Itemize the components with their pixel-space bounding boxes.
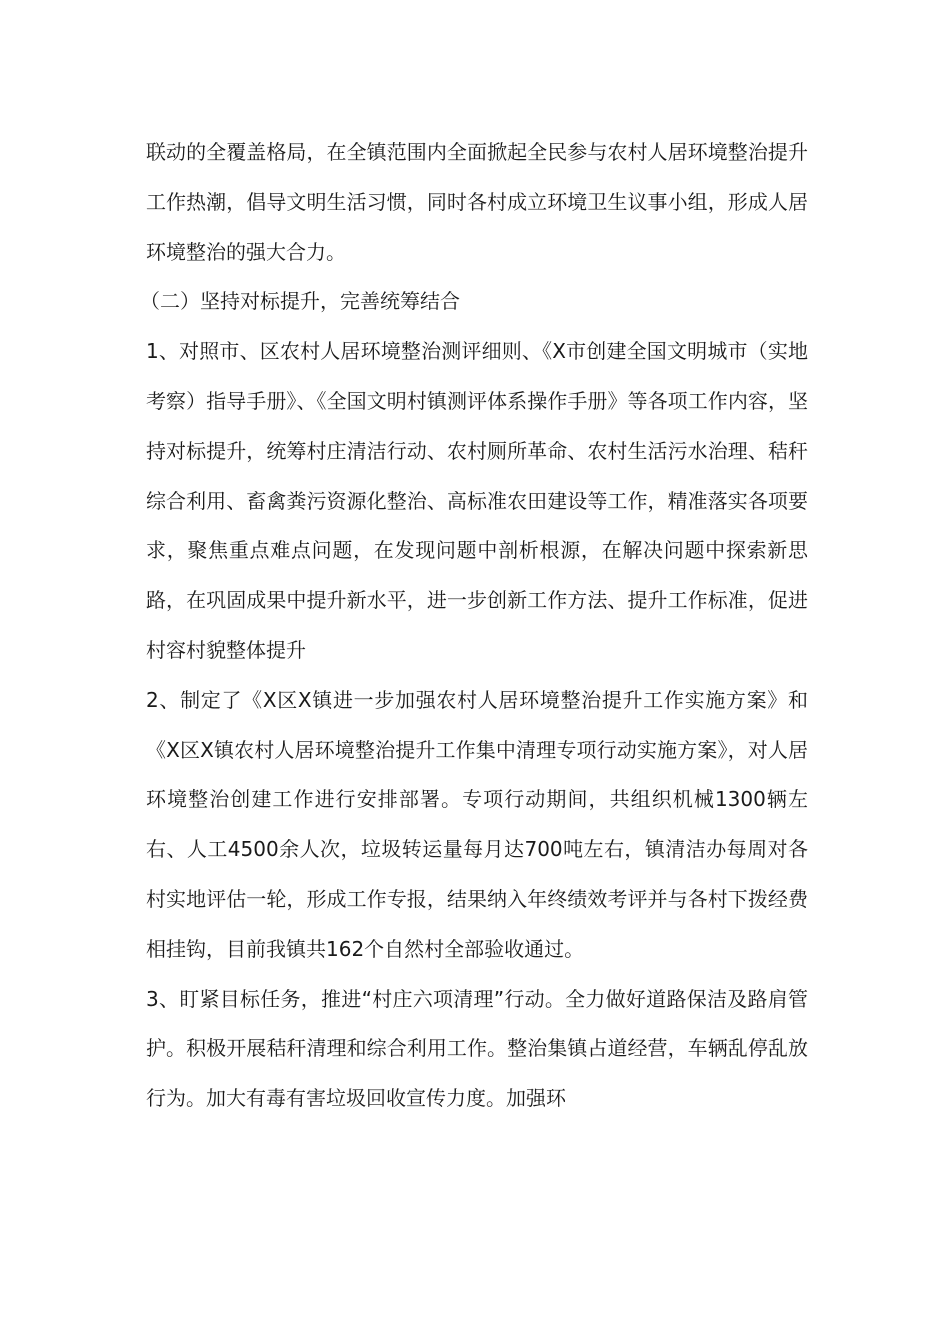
paragraph-item-3: 3、盯紧目标任务，推进“村庄六项清理”行动。全力做好道路保洁及路肩管护。积极开展秸秆清理和综合利用工作。整治集镇占道经营，车辆乱停乱放行为。加大有毒有害垃圾回收宣传力度。加强环 [146, 986, 808, 1111]
document-body [140, 128, 808, 1124]
section-heading: （二）坚持对标提升，完善统筹结合 [140, 289, 460, 314]
paragraph-item-2: 2、制定了《X区X镇进一步加强农村人居环境整治提升工作实施方案》和《X区X镇农村人居环境整治提升工作集中清理专项行动实施方案》，对人居环境整治创建工作进行安排部署。专项行动期间，共组织机械1300辆左右、人工4500余人次，垃圾转运量每月达700吨左右，镇清洁办每周对各村实地评估一轮，形成工作专报，结果纳入年终绩效考评并与各村下拨经费相挂钩，目前我镇共162个自然村全部验收通过。 [146, 687, 808, 961]
paragraph-intro: 联动的全覆盖格局，在全镇范围内全面掀起全民参与农村人居环境整治提升工作热潮，倡导文明生活习惯，同时各村成立环境卫生议事小组，形成人居环境整治的强大合力。 [146, 140, 808, 264]
paragraph-item-1: 1、对照市、区农村人居环境整治测评细则、《X市创建全国文明城市（实地考察）指导手册》、《全国文明村镇测评体系操作手册》等各项工作内容，坚持对标提升，统筹村庄清洁行动、农村厕所革命、农村生活污水治理、秸秆综合利用、畜禽粪污资源化整治、高标准农田建设等工作，精准落实各项要求，聚焦重点难点问题，在发现问题中剖析根源，在解决问题中探索新思路，在巩固成果中提升新水平，进一步创新工作方法、提升工作标准，促进村容村貌整体提升 [146, 339, 808, 662]
